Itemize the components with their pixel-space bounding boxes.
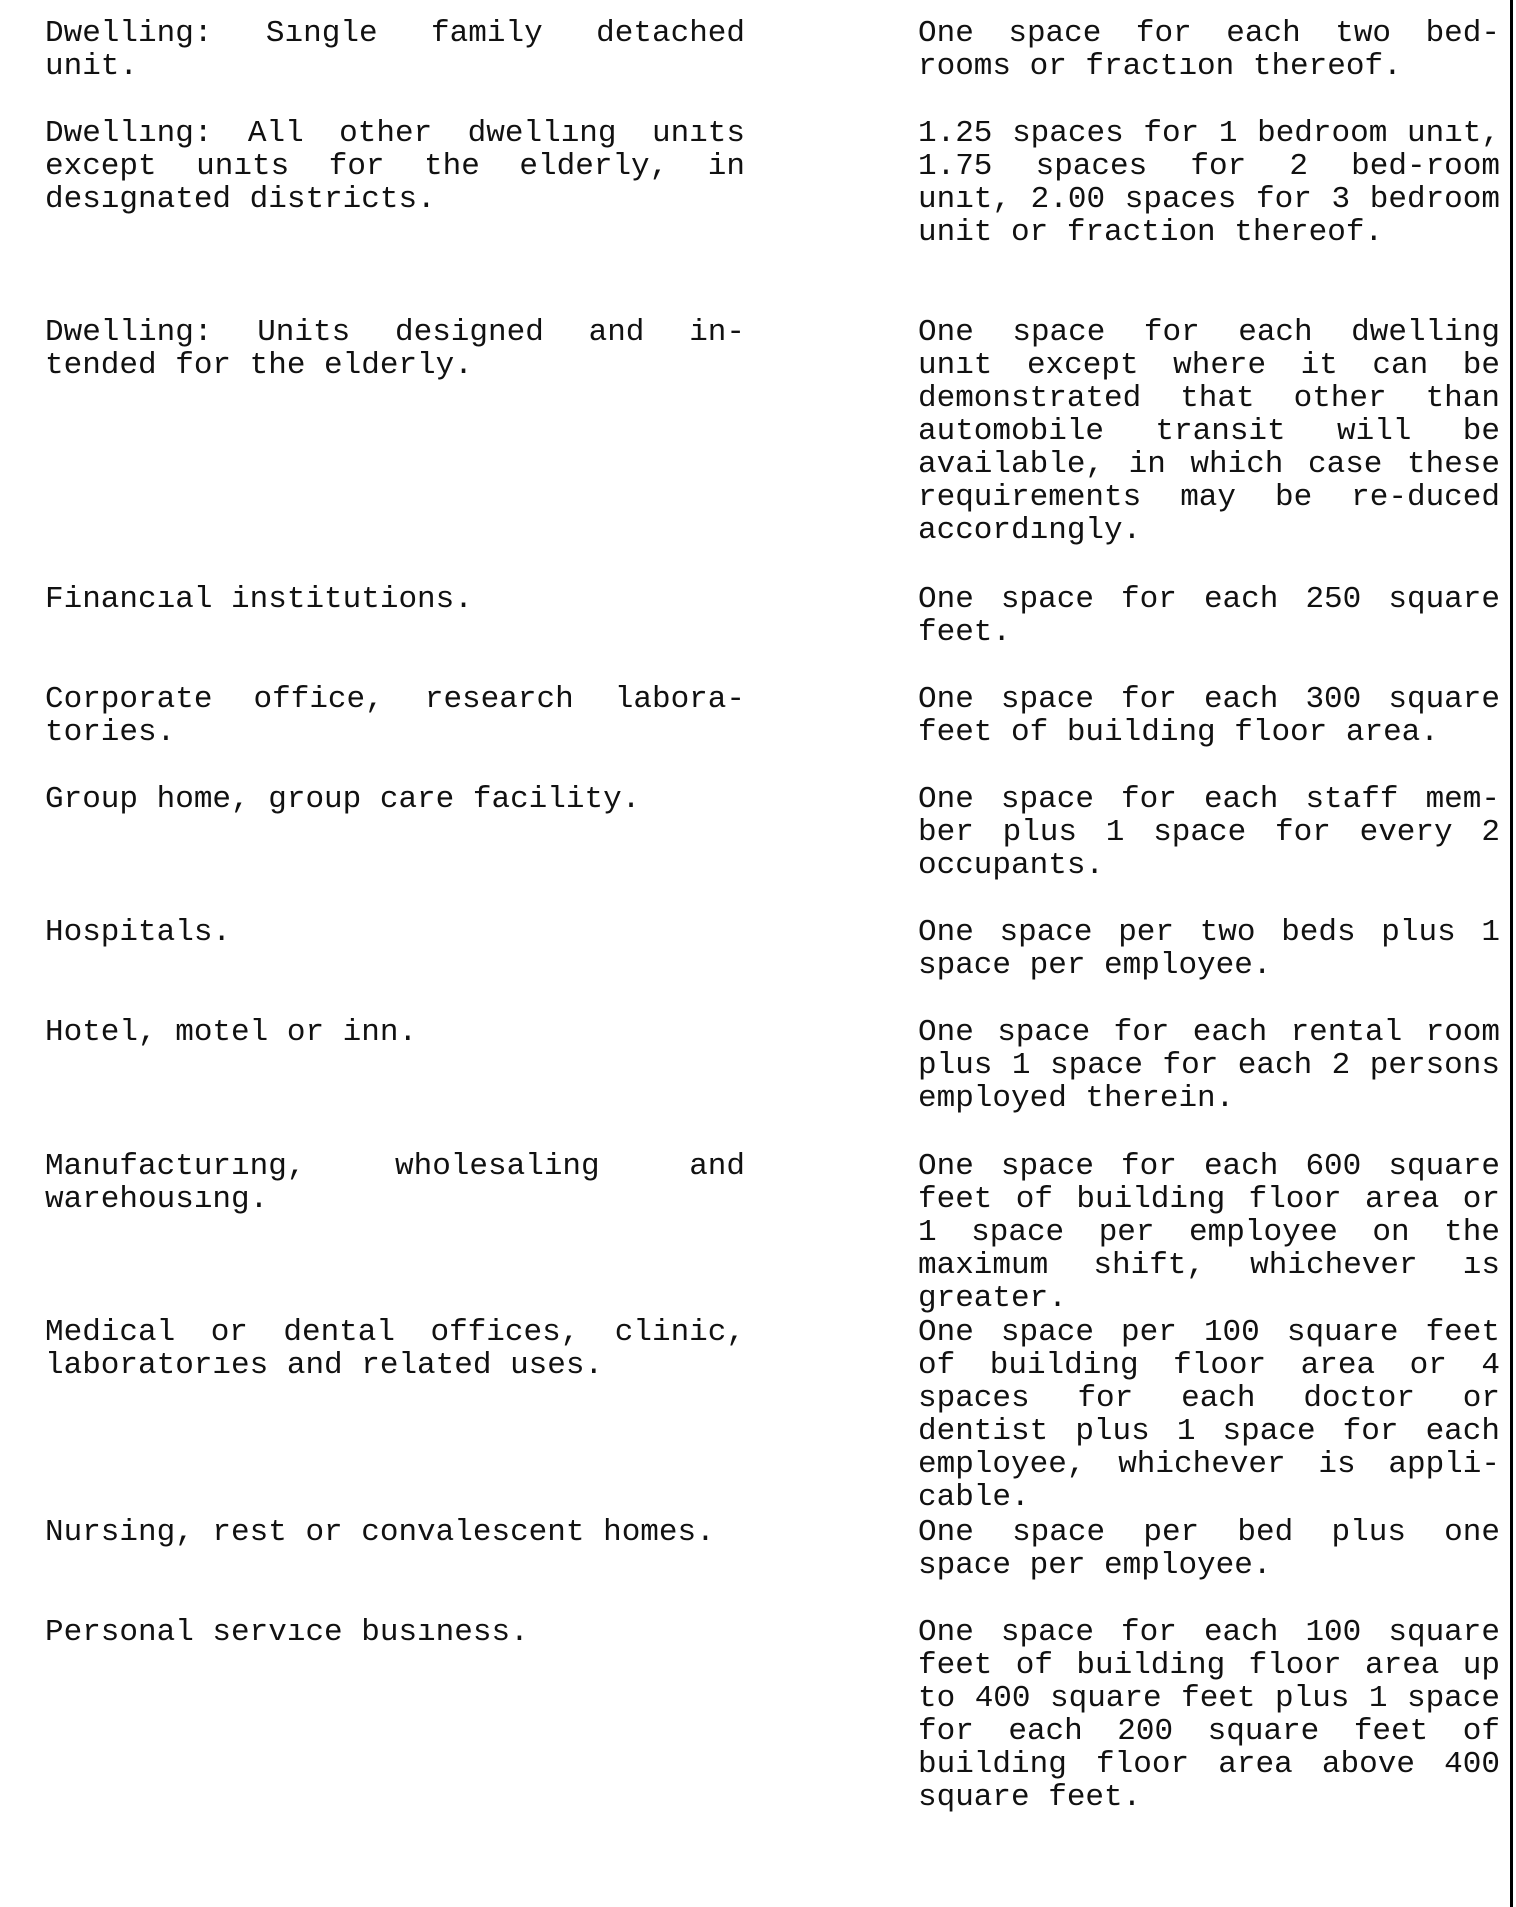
requirement-cell: One space per 100 square feet of building floor area or 4 spaces for each doctor or dentist plus 1 space for each employee, whichever is appli-cable. [918, 1315, 1500, 1515]
use-cell: Group home, group care facility. [45, 782, 641, 817]
requirement-cell: One space for each 250 square feet. [918, 582, 1500, 650]
requirement-cell: One space for each 600 square feet of building floor area or 1 space per employee on the maximum shift, whichever ıs greater. [918, 1149, 1500, 1316]
use-cell: Manufacturıng, wholesaling and warehousıng. [45, 1149, 745, 1217]
requirement-cell: 1.25 spaces for 1 bedroom unıt, 1.75 spaces for 2 bed-room unıt, 2.00 spaces for 3 bedroom unit or fraction thereof. [918, 116, 1500, 250]
use-cell: Personal servıce busıness. [45, 1615, 529, 1650]
use-cell: Nursing, rest or convalescent homes. [45, 1515, 715, 1550]
requirement-cell: One space per bed plus one space per employee. [918, 1515, 1500, 1583]
use-cell: Financıal institutions. [45, 582, 473, 617]
requirement-cell: One space per two beds plus 1 space per employee. [918, 915, 1500, 983]
requirement-cell: One space for each staff mem-ber plus 1 space for every 2 occupants. [918, 782, 1500, 883]
use-cell: Corporate office, research labora-tories. [45, 682, 745, 750]
requirement-cell: One space for each two bed-rooms or fractıon thereof. [918, 16, 1500, 84]
requirement-cell: One space for each dwelling unıt except where it can be demonstrated that other than automobile transit will be available, in which case these requirements may be re-duced accordıngly. [918, 315, 1500, 548]
requirement-cell: One space for each 300 square feet of building floor area. [918, 682, 1500, 750]
right-margin-rule [1510, 0, 1513, 1907]
use-cell: Hotel, motel or inn. [45, 1015, 418, 1050]
use-cell: Hospitals. [45, 915, 232, 950]
requirement-cell: One space for each rental room plus 1 space for each 2 persons employed therein. [918, 1015, 1500, 1116]
use-cell: Dwellıng: All other dwellıng unıts except unıts for the elderly, in desıgnated districts. [45, 116, 745, 217]
use-cell: Medical or dental offices, clinic, laboratorıes and related uses. [45, 1315, 745, 1383]
use-cell: Dwelling: Units designed and in-tended for the elderly. [45, 315, 745, 383]
requirement-cell: One space for each 100 square feet of building floor area up to 400 square feet plus 1 space for each 200 square feet of building floor area above 400 square feet. [918, 1615, 1500, 1815]
use-cell: Dwelling: Sıngle family detached unit. [45, 16, 745, 84]
